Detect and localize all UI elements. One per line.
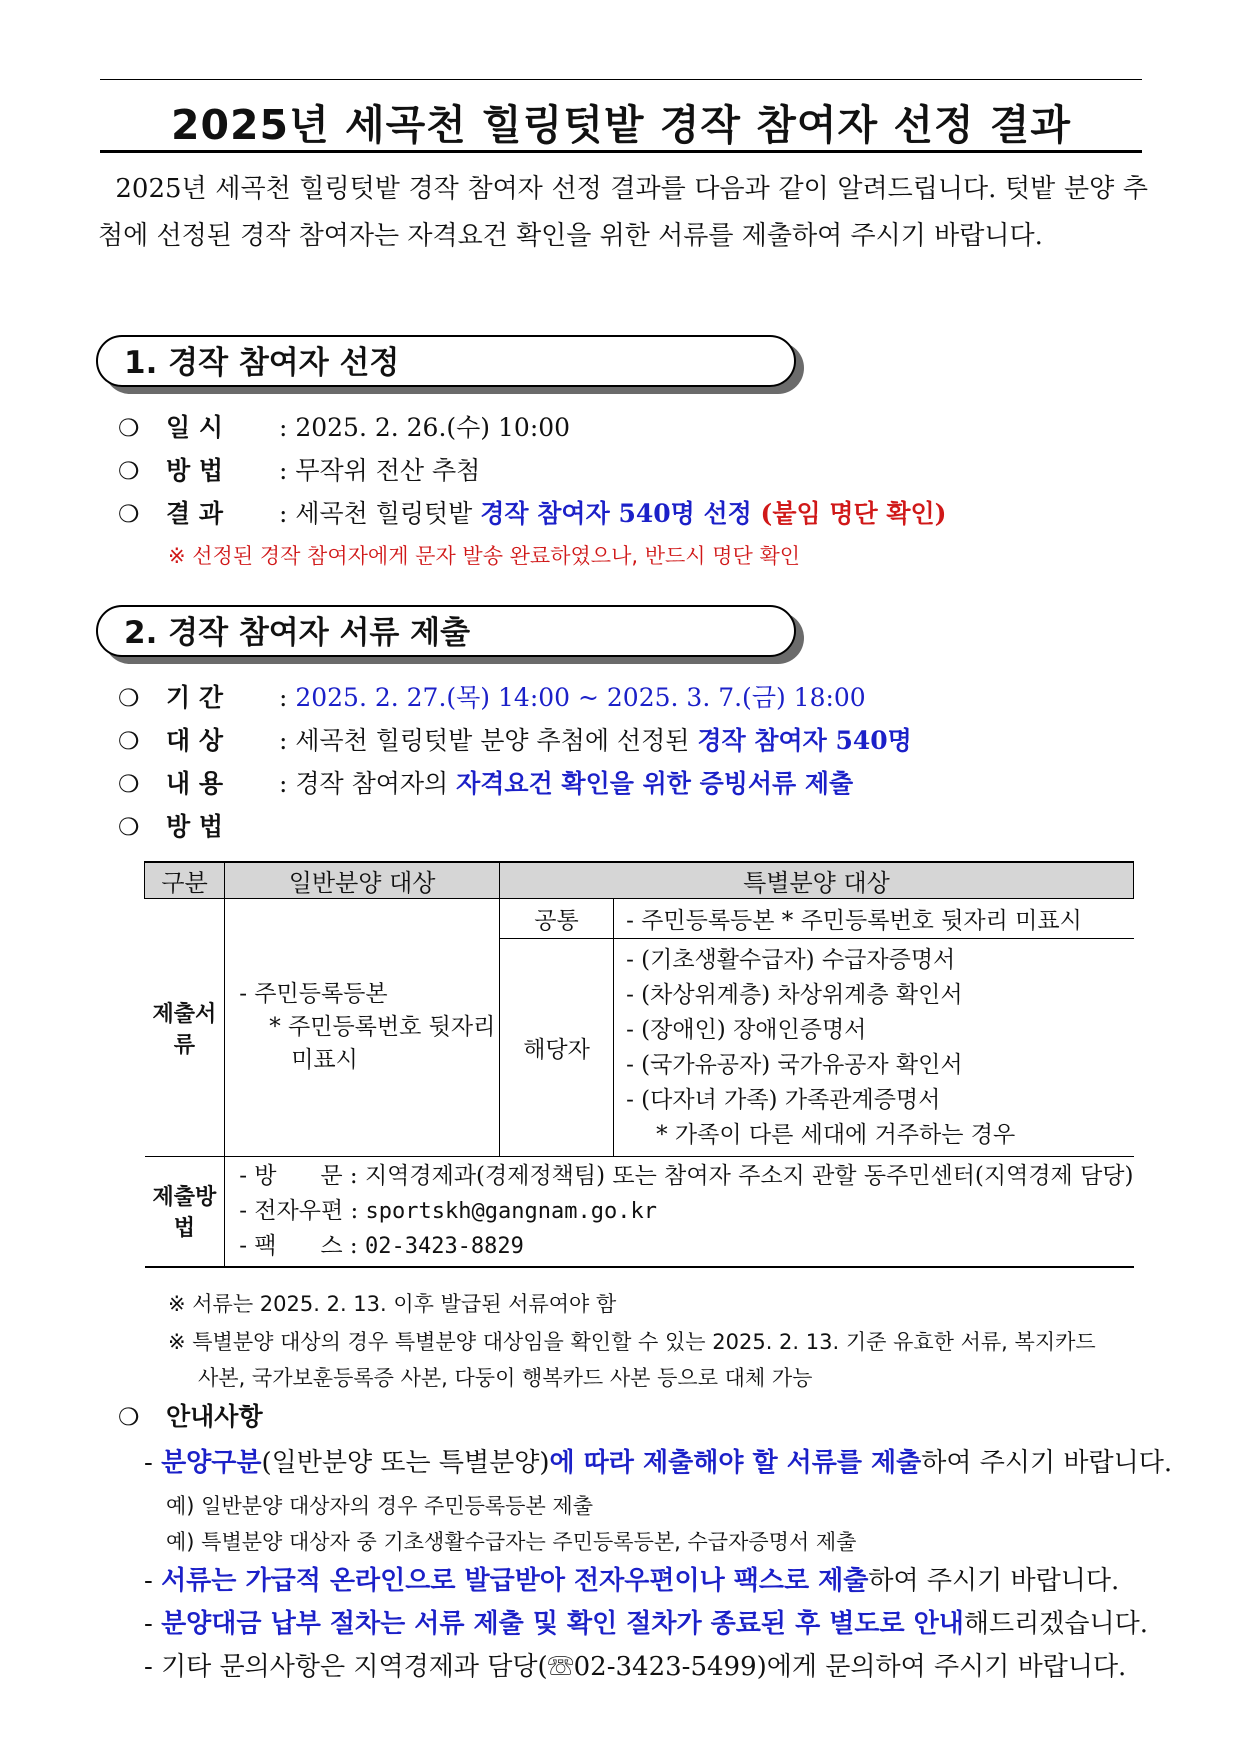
target-label: 해당자: [499, 939, 613, 1157]
title-bottom-rule: [100, 150, 1142, 153]
note-special-docs: ※ 특별분양 대상의 경우 특별분양 대상임을 확인할 수 있는 2025. 2. 13. 기준 유효한 서류, 복지카드: [168, 1330, 1096, 1354]
submission-table: [144, 861, 1134, 1268]
target-highlight: 경작 참여자 540명: [697, 726, 912, 755]
intro-text: 2025년 세곡천 힐링텃밭 경작 참여자 선정 결과를 다음과 같이 알려드립니다. 텃밭 분양 추첨에 선정된 경작 참여자는 자격요건 확인을 위한 서류를 제출하여 주시기 바랍니다.: [98, 174, 1148, 251]
method-cell: [225, 1157, 1134, 1267]
result-highlight: 경작 참여자 540명 선정: [480, 499, 752, 528]
intro-paragraph: [98, 166, 1148, 260]
item-value: 세곡천 힐링텃밭: [295, 499, 481, 528]
table-header-general: 일반분양 대상: [225, 862, 500, 899]
method-visit: - 방 문 : 지역경제과(경제정책팀) 또는 참여자 주소지 관할 동주민센터(지역경제 담당): [239, 1162, 1134, 1189]
note-issue-date: ※ 서류는 2025. 2. 13. 이후 발급된 서류여야 함: [168, 1292, 617, 1316]
item-value: 경작 참여자의: [295, 769, 457, 798]
section1-item-date: ❍ 일 시 : 2025. 2. 26.(수) 10:00: [118, 408, 570, 444]
item-label: 내 용: [166, 769, 224, 798]
bullet-icon: ❍: [118, 1403, 140, 1431]
guide-line-4: - 기타 문의사항은 지역경제과 담당(☏02-3423-5499)에게 문의하여 주시기 바랍니다.: [144, 1652, 1127, 1682]
bullet-icon: ❍: [118, 684, 140, 712]
common-docs: - 주민등록등본 * 주민등록번호 뒷자리 미표시: [614, 899, 1134, 939]
list-item: - (다자녀 가족) 가족관계증명서: [626, 1086, 941, 1113]
section2-item-target: ❍ 대 상 : 세곡천 힐링텃밭 분양 추첨에 선정된 경작 참여자 540명: [118, 721, 912, 757]
item-value: 세곡천 힐링텃밭 분양 추첨에 선정된: [295, 726, 698, 755]
section1-item-result: ❍ 결 과 : 세곡천 힐링텃밭 경작 참여자 540명 선정 (붙임 명단 확인): [118, 494, 946, 530]
bullet-icon: ❍: [118, 727, 140, 755]
list-item: * 가족이 다른 세대에 거주하는 경우: [656, 1121, 1016, 1148]
item-label: 대 상: [166, 726, 224, 755]
section2-item-method: [118, 807, 271, 843]
bullet-icon: ❍: [118, 770, 140, 798]
section2-item-content: ❍ 내 용 : 경작 참여자의 자격요건 확인을 위한 증빙서류 제출: [118, 764, 853, 800]
guide-example-1: 예) 일반분양 대상자의 경우 주민등록등본 제출: [166, 1494, 594, 1518]
result-note: (붙임 명단 확인): [751, 499, 947, 528]
section1-warning-note: ※ 선정된 경작 참여자에게 문자 발송 완료하였으나, 반드시 명단 확인: [168, 544, 801, 568]
guide-heading: ❍ 안내사항: [118, 1402, 263, 1431]
item-value: 2025. 2. 26.(수) 10:00: [295, 413, 571, 442]
list-item: - (장애인) 장애인증명서: [626, 1016, 867, 1043]
bullet-icon: ❍: [118, 500, 140, 528]
section1-item-method: ❍ 방 법 : 무작위 전산 추첨: [118, 451, 480, 487]
bullet-icon: ❍: [118, 414, 140, 442]
item-label: 일 시: [166, 413, 224, 442]
item-label: 결 과: [166, 499, 224, 528]
row-label-method: 제출방법: [145, 1157, 225, 1267]
bullet-icon: ❍: [118, 457, 140, 485]
common-label: 공통: [499, 899, 613, 939]
item-label: 방 법: [166, 812, 224, 841]
list-item: - (기초생활수급자) 수급자증명서: [626, 946, 956, 973]
item-label: 기 간: [166, 683, 224, 712]
section2-item-period: ❍ 기 간 : 2025. 2. 27.(목) 14:00 ~ 2025. 3. 7.(금) 18:00: [118, 678, 866, 714]
period-value: 2025. 2. 27.(목) 14:00 ~ 2025. 3. 7.(금) 18:00: [295, 683, 866, 712]
guide-line-1: - 분양구분(일반분양 또는 특별분양)에 따라 제출해야 할 서류를 제출하여 주시기 바랍니다.: [144, 1448, 1173, 1478]
list-item: - (차상위계층) 차상위계층 확인서: [626, 981, 963, 1008]
table-header-special: 특별분양 대상: [499, 862, 1133, 899]
list-item: - (국가유공자) 국가유공자 확인서: [626, 1051, 963, 1078]
general-docs-cell: - 주민등록등본 * 주민등록번호 뒷자리 미표시: [225, 899, 500, 1157]
table-header-category: 구분: [145, 862, 225, 899]
content-highlight: 자격요건 확인을 위한 증빙서류 제출: [456, 769, 854, 798]
method-fax: - 팩 스 : 02-3423-8829: [239, 1232, 524, 1259]
section1-heading: 1. 경작 참여자 선정: [96, 335, 796, 387]
guide-example-2: 예) 특별분양 대상자 중 기초생활수급자는 주민등록등본, 수급자증명서 제출: [166, 1530, 857, 1554]
page-title: 2025년 세곡천 힐링텃밭 경작 참여자 선정 결과: [170, 101, 1072, 149]
method-email: - 전자우편 : sportskh@gangnam.go.kr: [239, 1197, 657, 1224]
guide-line-3: - 분양대금 납부 절차는 서류 제출 및 확인 절차가 종료된 후 별도로 안내해드리겠습니다.: [144, 1609, 1148, 1639]
item-label: 방 법: [166, 456, 224, 485]
section2-heading: 2. 경작 참여자 서류 제출: [96, 605, 796, 657]
note-special-docs-cont: 사본, 국가보훈등록증 사본, 다둥이 행복카드 사본 등으로 대체 가능: [198, 1366, 813, 1390]
item-value: 무작위 전산 추첨: [295, 456, 481, 485]
row-label-documents: 제출서류: [145, 899, 225, 1157]
title-top-rule: [100, 79, 1142, 80]
bullet-icon: ❍: [118, 813, 140, 841]
guide-line-2: - 서류는 가급적 온라인으로 발급받아 전자우편이나 팩스로 제출하여 주시기 바랍니다.: [144, 1566, 1120, 1596]
target-docs-cell: [614, 939, 1134, 1157]
